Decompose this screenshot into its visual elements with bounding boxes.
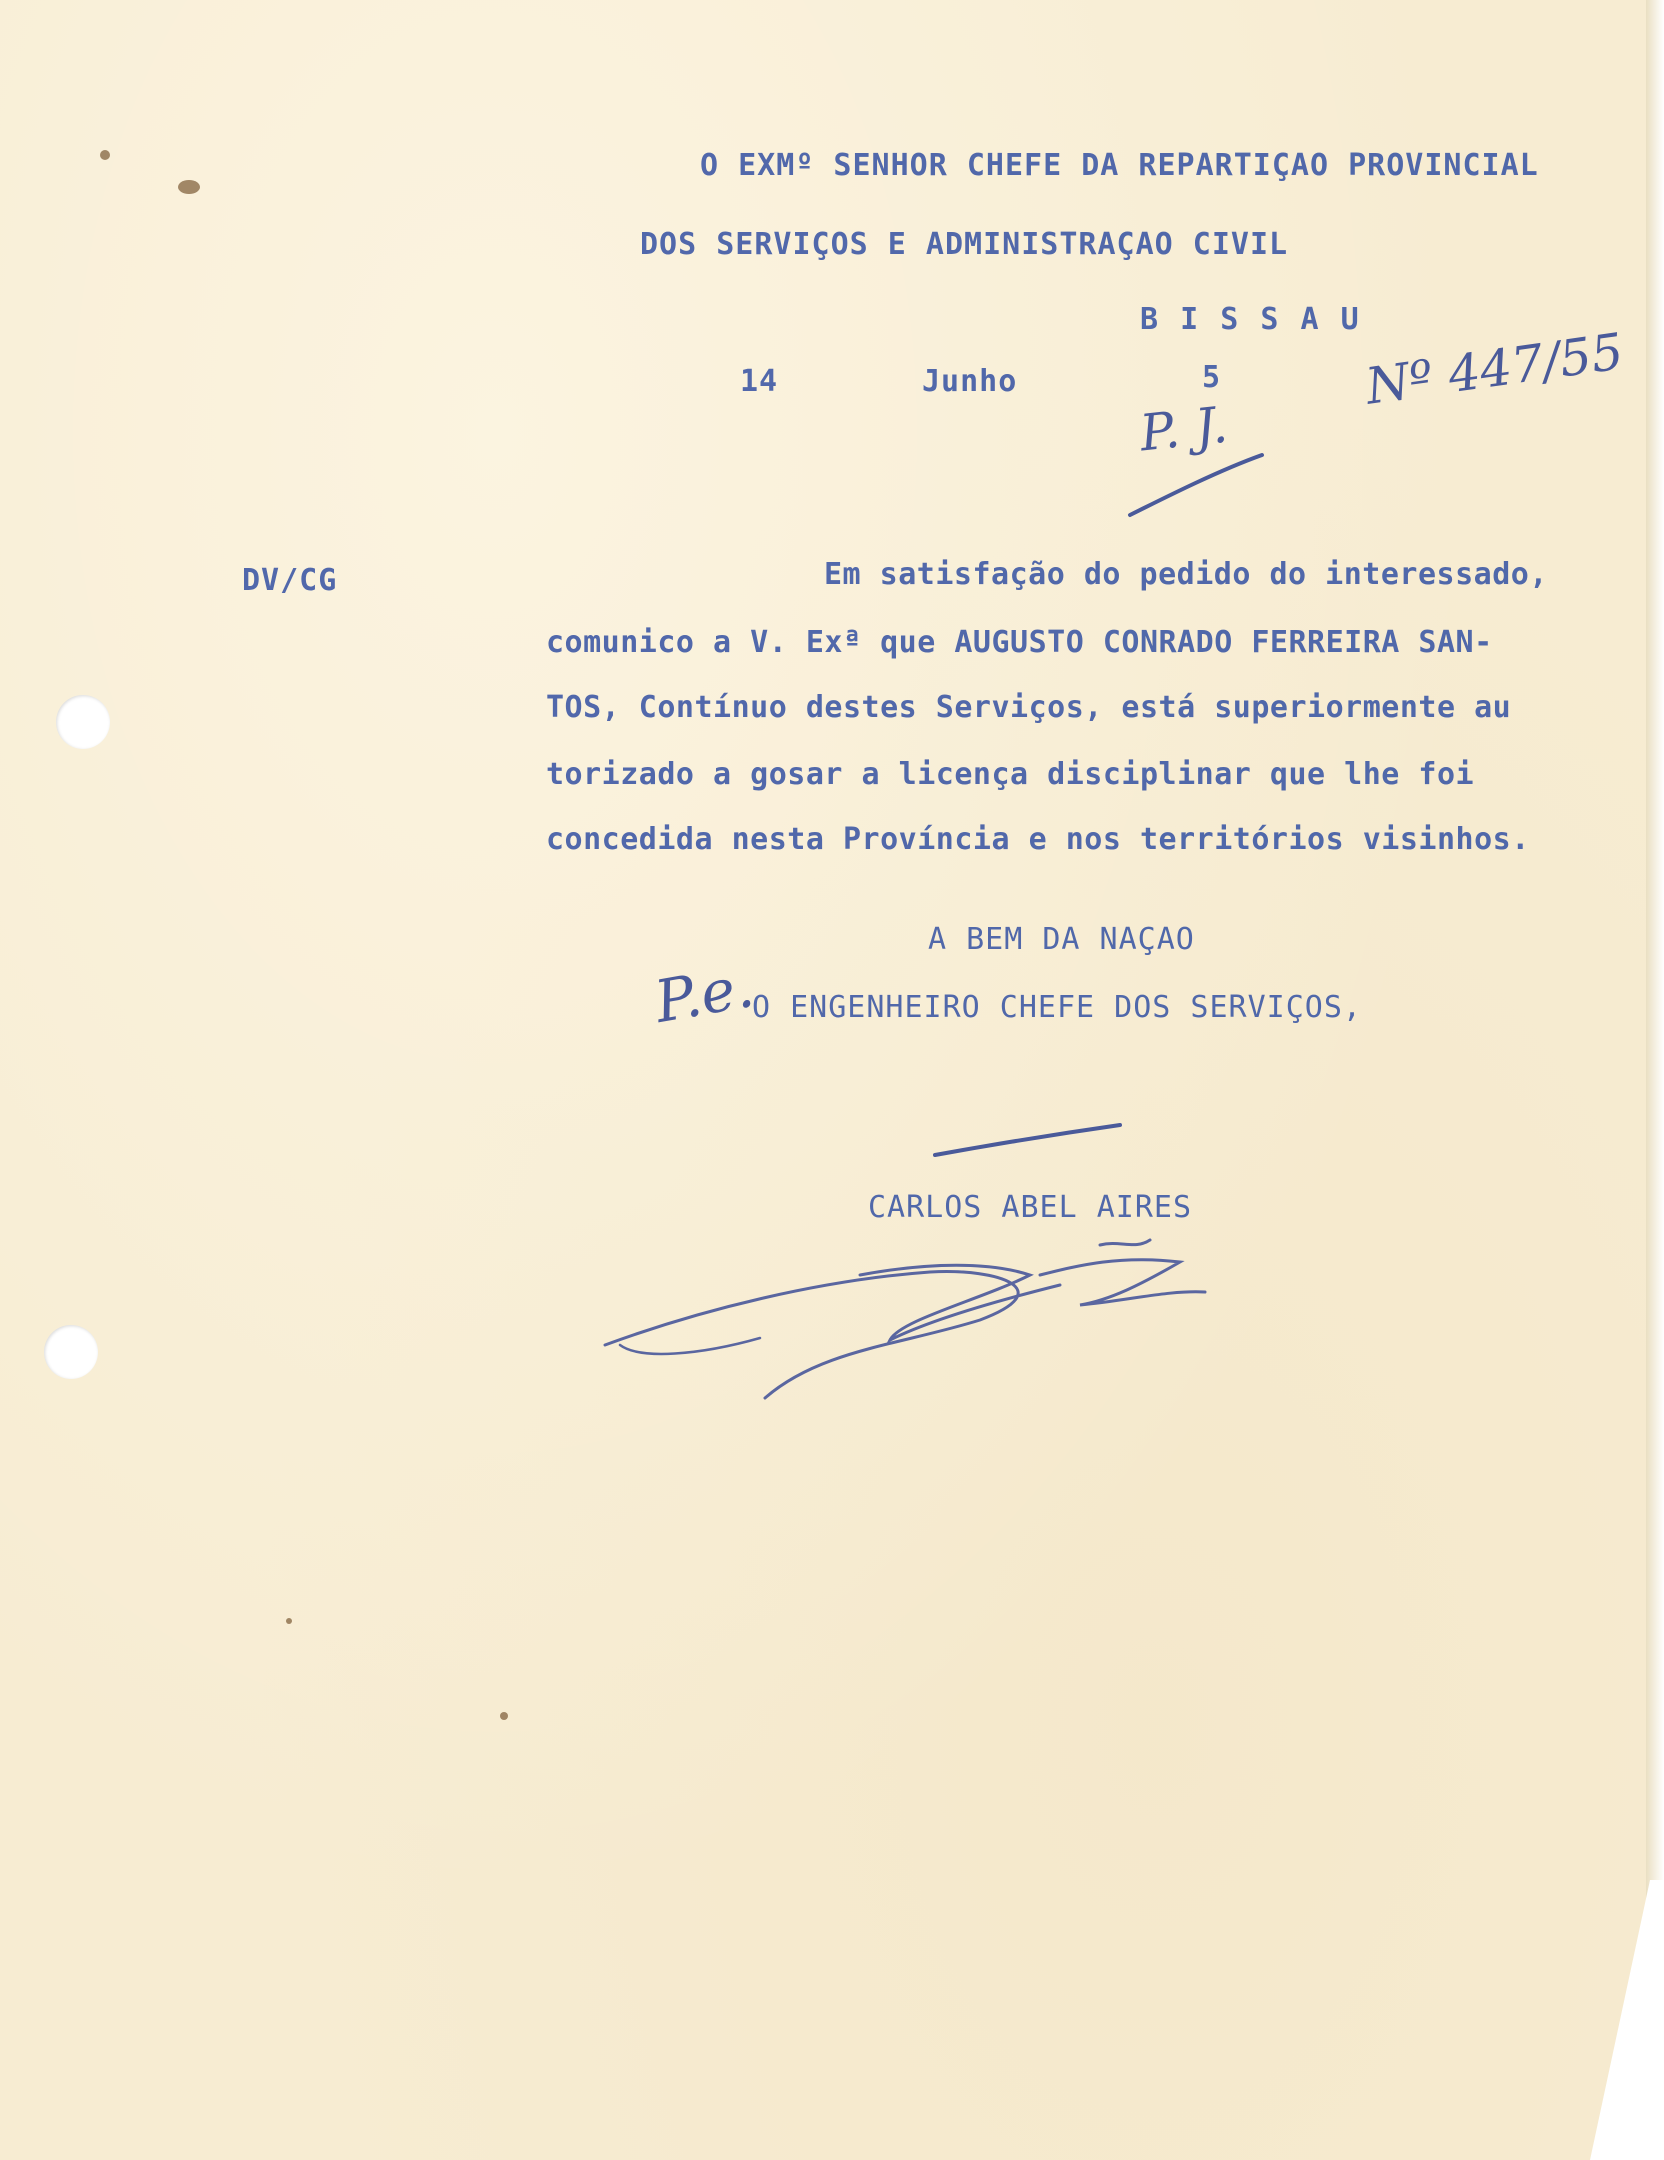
signatory-title: O ENGENHEIRO CHEFE DOS SERVIÇOS, xyxy=(752,990,1362,1025)
signature-scribble xyxy=(605,1240,1205,1398)
body-line-1: Em satisfação do pedido do interessado, xyxy=(824,557,1548,592)
punch-hole xyxy=(56,695,110,749)
place-name: B I S S A U xyxy=(1140,302,1361,337)
recipient-line-1: O EXMº SENHOR CHEFE DA REPARTIÇAO PROVINCIAL xyxy=(700,148,1539,183)
recipient-line-2: DOS SERVIÇOS E ADMINISTRAÇAO CIVIL xyxy=(640,227,1289,262)
date-day: 14 xyxy=(740,364,779,399)
punch-hole xyxy=(44,1325,98,1379)
date-year: 5 xyxy=(1202,360,1222,395)
stain-spot xyxy=(100,150,110,160)
body-line-3: TOS, Contínuo destes Serviços, está superiormente au xyxy=(546,690,1512,725)
stain-spot xyxy=(286,1618,292,1624)
stain-spot xyxy=(500,1712,508,1720)
closing-formula: A BEM DA NAÇAO xyxy=(928,922,1195,957)
initials-mark-handwritten: P. J. xyxy=(1137,395,1231,463)
signature-tail xyxy=(620,1338,760,1354)
date-month: Junho xyxy=(922,364,1018,399)
signature-line-stroke xyxy=(935,1125,1120,1155)
page-edge xyxy=(1646,0,1664,2160)
underline-stroke xyxy=(1130,455,1262,515)
department-code: DV/CG xyxy=(242,563,338,598)
reference-number-handwritten: Nº 447/55 xyxy=(1362,322,1627,416)
body-line-2: comunico a V. Exª que AUGUSTO CONRADO FERREIRA SAN- xyxy=(546,625,1493,660)
on-behalf-mark-handwritten: P.e. xyxy=(649,951,759,1037)
body-line-4: torizado a gosar a licença disciplinar que lhe foi xyxy=(546,757,1475,792)
stain-spot xyxy=(178,180,200,194)
body-line-5: concedida nesta Província e nos territórios visinhos. xyxy=(546,822,1530,857)
signatory-name: CARLOS ABEL AIRES xyxy=(868,1190,1193,1225)
